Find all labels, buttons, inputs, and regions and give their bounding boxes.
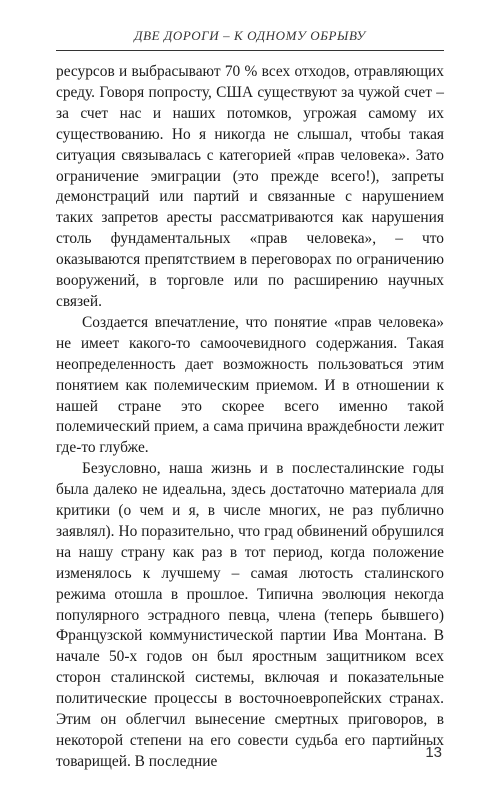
page-number: 13 <box>425 744 442 761</box>
header-rule <box>56 50 444 51</box>
paragraph: Безусловно, наша жизнь и в послесталинские годы была далеко не идеальна, здесь достаточно материала для критики (о чем и я, в числе многих, не раз публично заявлял). Но поразительно, что град обвинений обрушился на нашу страну как раз в тот период, когда положение изменялось к лучшему – самая лютость сталинского режима отошла в прошлое. Типична эволюция некогда популярного эстрадного певца, члена (теперь бывшего) Французской коммунистической партии Ива Монтана. В начале 50-х годов он был яростным защитником всех сторон сталинской системы, включая и показательные политические процессы в восточноевропейских странах. Этим он облегчил вынесение смертных приговоров, в некоторой степени на его совести судьба его партийных товарищей. В последние <box>56 460 444 770</box>
paragraph-continued: ресурсов и выбрасывают 70 % всех отходов, отравляющих среду. Говоря попросту, США существуют за чужой счет – за счет нас и наших потомков, угрожая самому их существованию. Но я никогда не слышал, чтобы такая ситуация связывалась с категорией «прав человека». Зато ограничение эмиграции (это прежде всего!), запреты демонстраций или партий и связанные с нарушением таких запретов аресты рассматриваются как нарушения столь фундаментальных «прав человека», – что оказываются препятствием в переговорах по ограничению вооружений, в торговле или по расширению научных связей. <box>56 63 444 310</box>
running-header: ДВЕ ДОРОГИ – К ОДНОМУ ОБРЫВУ <box>134 28 366 43</box>
body-text <box>56 62 444 773</box>
paragraph: Создается впечатление, что понятие «прав человека» не имеет какого-то самоочевидного содержания. Такая неопределенность дает возможность пользоваться этим понятием как полемическим приемом. И в отношении к нашей стране это скорее всего именно такой полемический прием, а сама причина враждебности лежит где-то глубже. <box>56 313 444 457</box>
